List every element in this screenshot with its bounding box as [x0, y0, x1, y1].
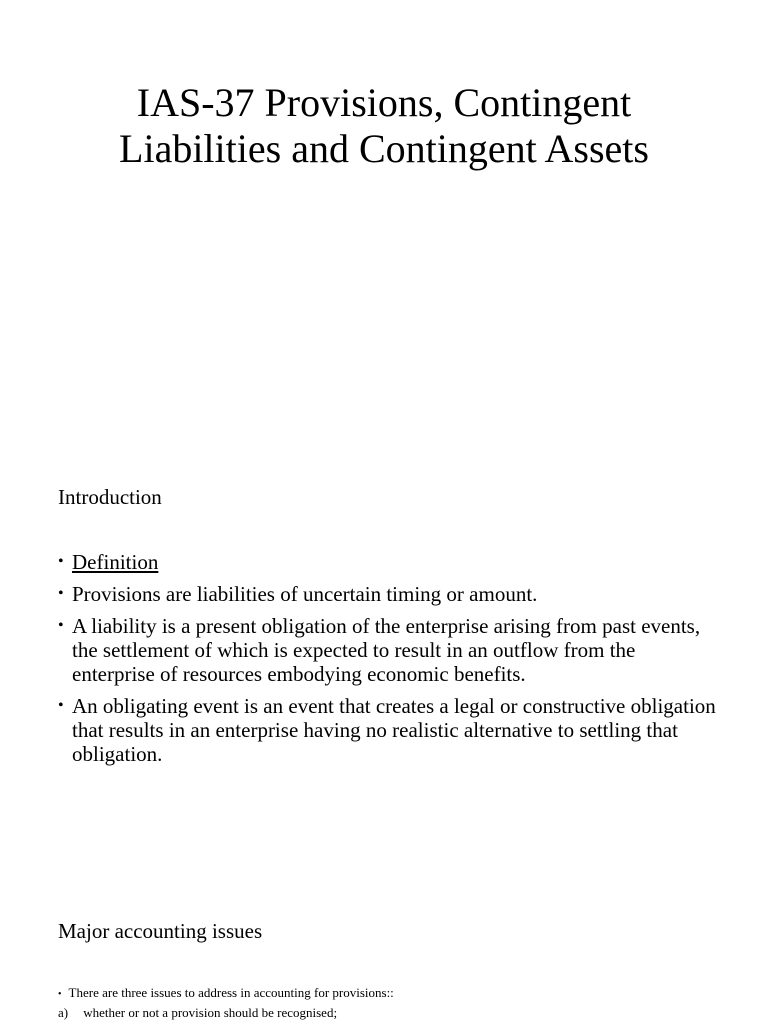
- list-item-text: Provisions are liabilities of uncertain timing or amount.: [72, 582, 538, 606]
- major-issues-list: [58, 984, 718, 1022]
- list-item: [58, 1004, 718, 1022]
- list-item: [58, 550, 718, 574]
- list-item: [58, 614, 718, 686]
- list-item-text: An obligating event is an event that creates a legal or constructive obligation that results in an enterprise having no realistic alternative to settling that obligation.: [72, 694, 716, 766]
- list-item-text: There are three issues to address in accounting for provisions::: [68, 985, 394, 1000]
- introduction-list: [58, 550, 718, 774]
- bullet-icon: •: [58, 585, 64, 602]
- definition-label: Definition: [72, 550, 159, 574]
- bullet-icon: •: [58, 989, 62, 1000]
- bullet-icon: •: [58, 553, 64, 570]
- major-issues-heading: Major accounting issues: [58, 919, 263, 943]
- introduction-heading: Introduction: [58, 485, 162, 509]
- bullet-icon: •: [58, 697, 64, 714]
- list-marker: a): [58, 1005, 69, 1020]
- list-item-text: A liability is a present obligation of the enterprise arising from past events, the settlement of which is expected to result in an outflow from the enterprise of resources embodying economic benefits.: [72, 614, 701, 686]
- list-item-text: whether or not a provision should be recognised;: [83, 1005, 338, 1020]
- list-item: [58, 582, 718, 606]
- document-title: IAS-37 Provisions, Contingent Liabilities and Contingent Assets: [119, 80, 649, 171]
- bullet-icon: •: [58, 617, 64, 634]
- list-item: [58, 694, 718, 766]
- list-item: [58, 984, 718, 1004]
